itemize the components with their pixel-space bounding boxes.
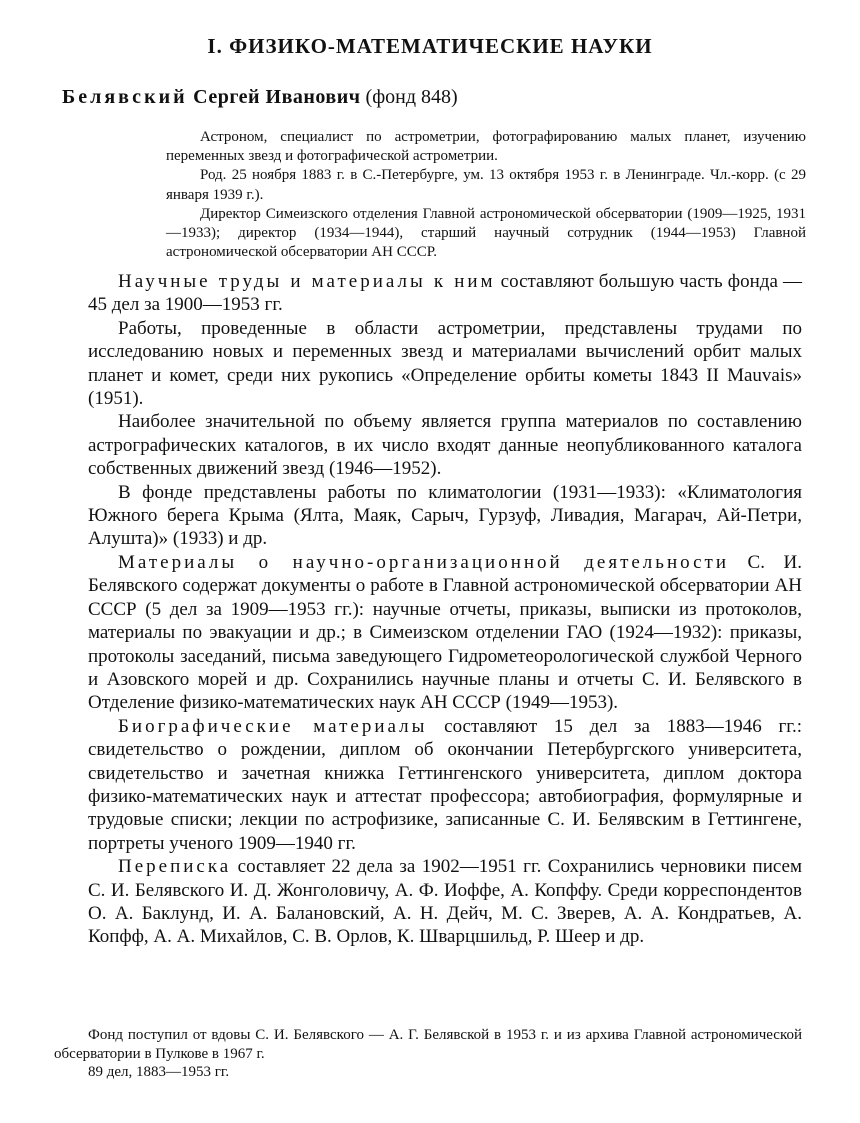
section-title: I. ФИЗИКО-МАТЕМАТИЧЕСКИЕ НАУКИ: [207, 34, 653, 58]
paragraph-text: составляют большую часть фонда — 45 дел за 1900—1953 гг.: [88, 271, 802, 316]
fund-heading: [62, 86, 458, 109]
paragraph-scientific-works: [58, 270, 802, 317]
paragraph-catalogs: Наиболее значительной по объему является группа материалов по составлению астрографических каталогов, в их число входят данные неопубликованного каталога собственных движений звезд (1946—1952).: [88, 411, 802, 480]
bio-specialty: Астроном, специалист по астрометрии, фотографированию малых планет, изучению переменных звезд и фотографической астрометрии.: [166, 129, 806, 165]
fund-surname: Белявский: [62, 86, 188, 108]
note-acquisition: Фонд поступил от вдовы С. И. Белявского — А. Г. Белявской в 1953 г. и из архива Главной астрономической обсерватории в Пулкове в 1967 г.: [54, 1027, 802, 1062]
bio-dates: Род. 25 ноября 1883 г. в С.-Петербурге, ум. 13 октября 1953 г. в Ленинграде. Чл.-корр. (с 29 января 1939 г.).: [166, 167, 806, 203]
fund-description: [88, 270, 802, 949]
fund-person-name: [62, 86, 361, 108]
paragraph-lead: Научные труды и материалы к ним: [118, 271, 496, 292]
paragraph-astrometry: Работы, проведенные в области астрометрии, представлены трудами по исследованию новых и переменных звезд и материалами вычислений орбит малых планет и комет, среди них рукопись «Определение орбиты кометы 1843 II Mauvais» (1951).: [88, 317, 802, 410]
provenance-note: [54, 1026, 802, 1082]
paragraph-lead: Переписка: [118, 856, 232, 878]
paragraph-text: составляет 22 дела за 1902—1951 гг. Сохранились черновики писем С. И. Белявского И. Д. Жонголовичу, А. Ф. Иоффе, А. Копффу. Среди корреспондентов О. А. Баклунд, И. А. Балановский, А. Н. Дейч, М. С. Зверев, А. А. Кондратьев, А. Копфф, А. А. Михайлов, С. В. Орлов, К. Шварцшильд, Р. Шеер и др.: [88, 856, 802, 948]
paragraph-biographical: [58, 715, 802, 855]
fund-number: (фонд 848): [365, 86, 458, 108]
paragraph-organizational: [58, 551, 802, 715]
paragraph-lead: Биографические материалы: [118, 715, 428, 737]
paragraph-correspondence: [58, 855, 802, 949]
bio-positions: Директор Симеизского отделения Главной астрономической обсерватории (1909—1925, 1931—1933); директор (1934—1944), старший научный сотрудник (1944—1953) Главной астрономической обсерватории АН СССР.: [166, 205, 806, 261]
paragraph-text: составляют 15 дел за 1883—1946 гг.: свидетельство о рождении, диплом об окончании Петербургского университета, свидетельство и зачетная книжка Геттингенского университета, диплом доктора физико-математических наук и аттестат профессора; автобиография, формулярные и трудовые списки; лекции по астрофизике, записанные С. И. Белявским в Геттингене, портреты ученого 1909—1940 гг.: [88, 715, 802, 854]
paragraph-text: С. И. Белявского содержат документы о работе в Главной астрономической обсерватории АН СССР (5 дел за 1909—1953 гг.): научные отчеты, приказы, выписки из протоколов, материалы по эвакуации и др.; в Симеизском отделении ГАО (1924—1932): приказы, протоколы заседаний, письма заведующего Гидрометеорологической службой Черного и Азовского морей и др. Сохранились научные планы и отчеты С. И. Белявского в Отделение физико-математических наук АН СССР (1949—1953).: [88, 551, 802, 714]
paragraph-climatology: В фонде представлены работы по климатологии (1931—1933): «Климатология Южного берега Крыма (Ялта, Маяк, Сарыч, Гурзуф, Ливадия, Магарач, Ай-Петри, Алушта)» (1933) и др.: [88, 481, 802, 550]
biography-block: [166, 128, 806, 262]
paragraph-lead: Материалы о научно-организационной деятельности: [118, 551, 730, 573]
note-extent: 89 дел, 1883—1953 гг.: [88, 1064, 230, 1080]
fund-given-names: Сергей Иванович: [193, 86, 361, 108]
